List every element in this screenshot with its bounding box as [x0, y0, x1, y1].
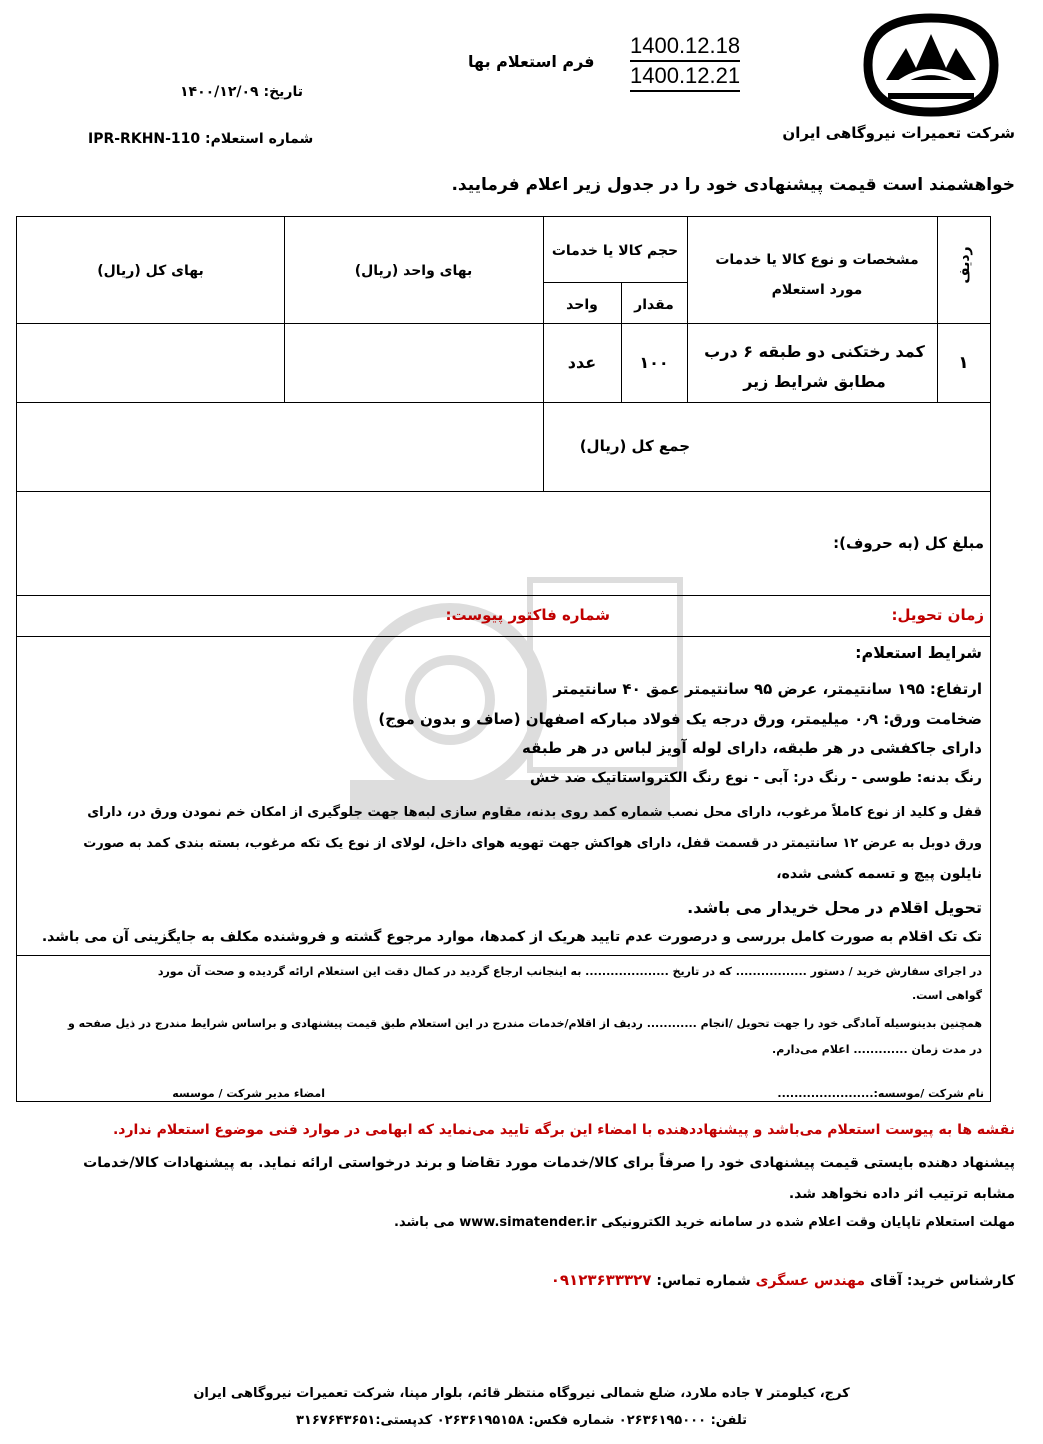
inquiry-value: IPR-RKHN-110 [88, 131, 201, 147]
declaration-line-1: در اجرای سفارش خرید / دستور ................. که در تاریخ .................... به اینجانب ارجاع گردید در کمال دقت این استعلام ارائه گردیده و صحت آن مورد [157, 965, 982, 978]
condition-line-5: قفل و کلید از نوع کاملاً مرغوب، دارای محل نصب شماره کمد روی بدنه، مقاوم سازی لبه‌ها جهت جلوگیری از امکان خم نمودن ورق در، دارای [87, 805, 982, 820]
header-row-number: ردیف [957, 246, 973, 284]
header-volume: حجم کالا یا خدمات [551, 243, 679, 259]
company-name-field: نام شرکت /موسسه:....................... [777, 1087, 984, 1100]
amount-words-label: مبلغ کل (به حروف): [833, 534, 984, 552]
expert-label: کارشناس خرید: آقای [869, 1273, 1015, 1289]
header-spec: مشخصات و نوع کالا یا خدمات مورد استعلام [715, 252, 919, 298]
intro-text: خواهشمند است قیمت پیشنهادی خود را در جدول زیر اعلام فرمایید. [451, 175, 1015, 195]
company-logo-icon [858, 10, 1004, 120]
declaration-line-3: همچنین بدینوسیله آمادگی خود را جهت تحویل /انجام ............ ردیف از اقلام/خدمات مندرج در این استعلام طبق قیمت پیشنهادی و براساس شرایط مندرج در ذیل صفحه و [67, 1017, 982, 1030]
condition-line-6: ورق دوبل به عرض ۱۲ سانتیمتر در قسمت قفل، دارای هواکش جهت تهویه هوای داخل، لولای از نوع یک تکه مرغوب، بسته بندی کمد به صورت [83, 836, 982, 851]
row-spec-line1: کمد رختکنی دو طبقه ۶ درب [704, 342, 925, 361]
condition-line-4: رنگ بدنه: طوسی - رنگ در: آبی - نوع رنگ الکترواستاتیک ضد خش [530, 770, 982, 786]
signature-label: امضاء مدیر شرکت / موسسه [172, 1087, 325, 1100]
phone-label: شماره تماس: [656, 1273, 751, 1289]
form-title: فرم استعلام بها [468, 52, 595, 71]
deadline-note: مهلت استعلام تاپایان وقت اعلام شده در سامانه خرید الکترونیکی www.simatender.ir می باشد. [394, 1215, 1015, 1230]
header-quantity: مقدار [634, 297, 674, 313]
condition-line-8: تحویل اقلام در محل خریدار می باشد. [687, 898, 982, 917]
note-line-1: پیشنهاد دهنده بایستی قیمت پیشنهادی خود را صرفاً برای کالا/خدمات مورد تقاضا و برند درخواستی ارائه نماید. به پیشنهادات کالا/خدمات [83, 1155, 1015, 1171]
declaration-line-2: گواهی است. [911, 989, 982, 1002]
invoice-label: شماره فاکتور پیوست: [445, 606, 610, 624]
header-unit: واحد [566, 297, 598, 313]
footer-contact: تلفن: ۰۲۶۳۶۱۹۵۰۰۰ شماره فکس: ۰۲۶۳۶۱۹۵۱۵۸ کدپستی:۳۱۶۷۶۴۳۶۵۱ [295, 1413, 748, 1428]
date-value: ۱۴۰۰/۱۲/۰۹ [180, 84, 259, 100]
condition-line-3: دارای جاکفشی در هر طبقه، دارای لوله آویز لباس در هر طبقه [522, 739, 982, 757]
condition-line-7: نایلون پیچ و تسمه کشی شده، [776, 866, 982, 882]
inquiry-label: شماره استعلام: [205, 131, 314, 147]
purchase-expert [551, 1271, 1015, 1289]
delivery-label: زمان تحویل: [891, 606, 984, 624]
row-spec-line2: مطابق شرایط زیر [743, 372, 886, 391]
handwritten-date-1: 1400.12.18 [630, 32, 740, 62]
note-line-2: مشابه ترتیب اثر داده نخواهد شد. [788, 1186, 1015, 1202]
row-number: ۱ [958, 353, 969, 373]
condition-line-1: ارتفاع: ۱۹۵ سانتیمتر، عرض ۹۵ سانتیمتر عمق ۴۰ سانتیمتر [553, 680, 982, 698]
condition-line-2: ضخامت ورق: ۰٫۹ میلیمتر، ورق درجه یک فولاد مبارکه اصفهان (صاف و بدون موج) [378, 710, 982, 728]
date-line [180, 84, 303, 100]
expert-phone: ۰۹۱۲۳۶۳۳۳۲۷ [550, 1271, 652, 1289]
handwritten-dates [630, 32, 740, 92]
condition-line-9: تک تک اقلام به صورت کامل بررسی و درصورت عدم تایید هریک از کمدها، موارد مرجوع گشته و فروشنده مکلف به جایگزینی آن می باشد. [41, 929, 982, 945]
row-quantity: ۱۰۰ [639, 353, 669, 372]
handwritten-date-2: 1400.12.21 [630, 62, 740, 92]
date-label: تاریخ: [263, 84, 303, 100]
header-unit-price: بهای واحد (ریال) [354, 263, 473, 279]
conditions-title: شرایط استعلام: [855, 643, 982, 662]
inquiry-table [16, 216, 991, 1102]
inquiry-number [88, 131, 313, 147]
expert-name: مهندس عسگری [755, 1273, 866, 1289]
drawings-note: نقشه ها به پیوست استعلام می‌باشد و پیشنهاددهنده با امضاء این برگه تایید می‌نماید که ابهامی در موارد فنی موضوع استعلام ندارد. [112, 1122, 1015, 1138]
row-unit: عدد [567, 353, 597, 372]
company-name: شرکت تعمیرات نیروگاهی ایران [782, 124, 1015, 142]
header-total-price: بهای کل (ریال) [97, 263, 204, 279]
row-spec [697, 337, 932, 397]
declaration-line-4: در مدت زمان ............. اعلام می‌دارم. [772, 1043, 982, 1056]
footer-address: کرج، کیلومتر ۷ جاده ملارد، ضلع شمالی نیروگاه منتظر قائم، بلوار مپنا، شرکت تعمیرات نیروگاهی ایران [193, 1386, 850, 1401]
grand-total-label: جمع کل (ریال) [579, 437, 690, 455]
